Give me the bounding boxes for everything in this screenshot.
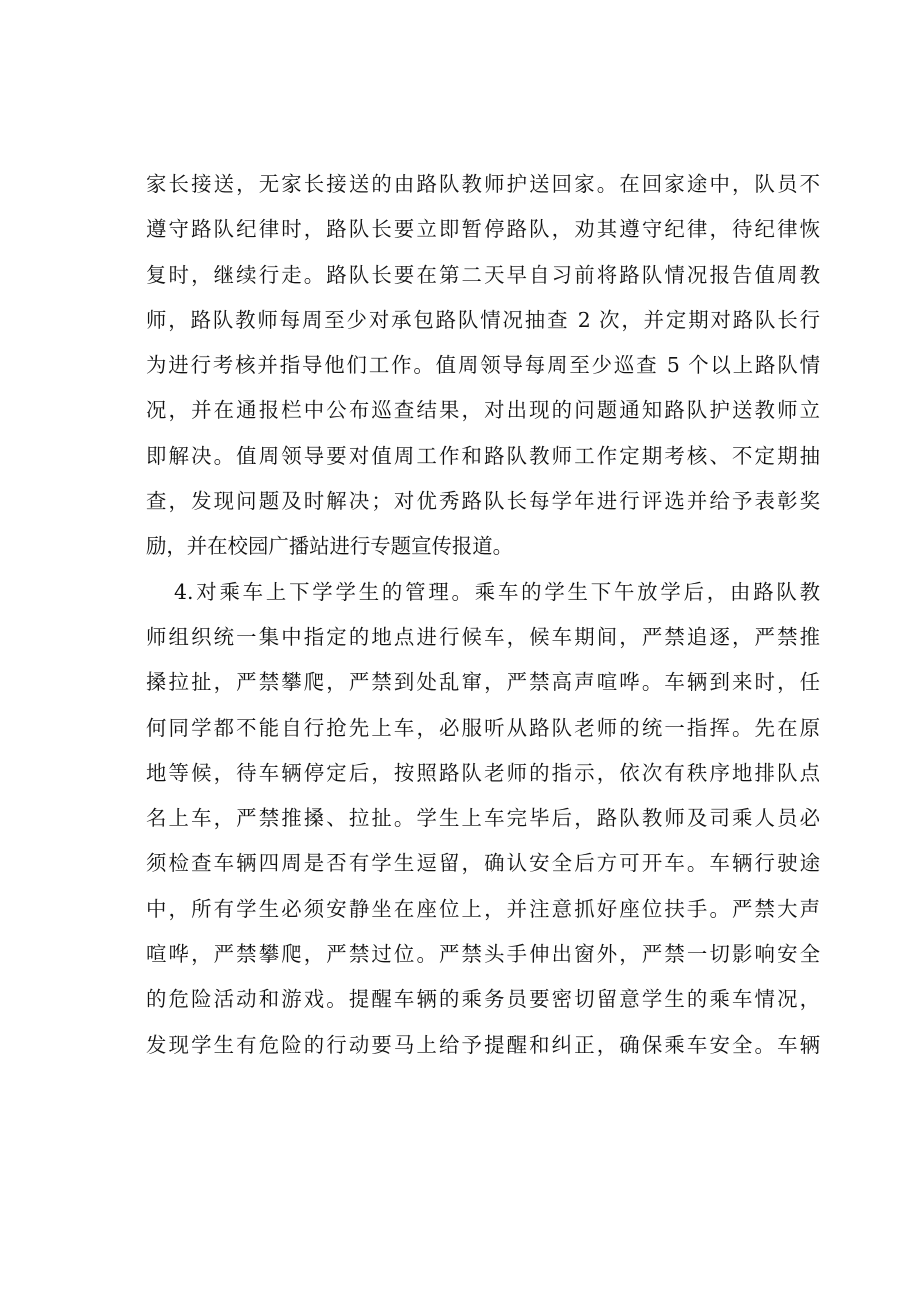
text-line: 喧哗，严禁攀爬，严禁过位。严禁头手伸出窗外，严禁一切影响安全 [146, 942, 820, 967]
text-line: 须检查车辆四周是否有学生逗留，确认安全后方可开车。车辆行驶途 [146, 851, 820, 876]
text-line: 查，发现问题及时解决；对优秀路队长每学年进行评选并给予表彰奖 [146, 489, 820, 514]
paragraph-1 [146, 162, 820, 570]
text-line: 搡拉扯，严禁攀爬，严禁到处乱窜，严禁高声喧哗。车辆到来时，任 [146, 670, 820, 695]
text-line: 发现学生有危险的行动要马上给予提醒和纠正，确保乘车安全。车辆 [146, 1032, 820, 1057]
text-line: 何同学都不能自行抢先上车，必服听从路队老师的统一指挥。先在原 [146, 715, 820, 740]
paragraph-2 [146, 570, 820, 1068]
text-line: 师组织统一集中指定的地点进行候车，候车期间，严禁追逐，严禁推 [146, 624, 820, 649]
body-text [146, 162, 820, 1068]
text-line: 的危险活动和游戏。提醒车辆的乘务员要密切留意学生的乘车情况， [146, 987, 820, 1012]
text-line: 4.对乘车上下学学生的管理。乘车的学生下午放学后，由路队教 [174, 579, 820, 604]
text-line: 复时，继续行走。路队长要在第二天早自习前将路队情况报告值周教 [146, 262, 820, 287]
text-line: 况，并在通报栏中公布巡查结果，对出现的问题通知路队护送教师立 [146, 398, 820, 423]
text-line: 中，所有学生必须安静坐在座位上，并注意抓好座位扶手。严禁大声 [146, 896, 820, 921]
text-line: 地等候，待车辆停定后，按照路队老师的指示，依次有秩序地排队点 [146, 760, 820, 785]
text-line: 师，路队教师每周至少对承包路队情况抽查 2 次，并定期对路队长行 [146, 307, 820, 332]
text-line: 遵守路队纪律时，路队长要立即暂停路队，劝其遵守纪律，待纪律恢 [146, 217, 820, 242]
text-line: 为进行考核并指导他们工作。值周领导每周至少巡查 5 个以上路队情 [146, 353, 820, 378]
text-line: 家长接送，无家长接送的由路队教师护送回家。在回家途中，队员不 [146, 172, 820, 196]
text-line: 即解决。值周领导要对值周工作和路队教师工作定期考核、不定期抽 [146, 443, 820, 468]
text-line: 名上车，严禁推搡、拉扯。学生上车完毕后，路队教师及司乘人员必 [146, 806, 820, 831]
text-line: 励，并在校园广播站进行专题宣传报道。 [146, 534, 514, 559]
